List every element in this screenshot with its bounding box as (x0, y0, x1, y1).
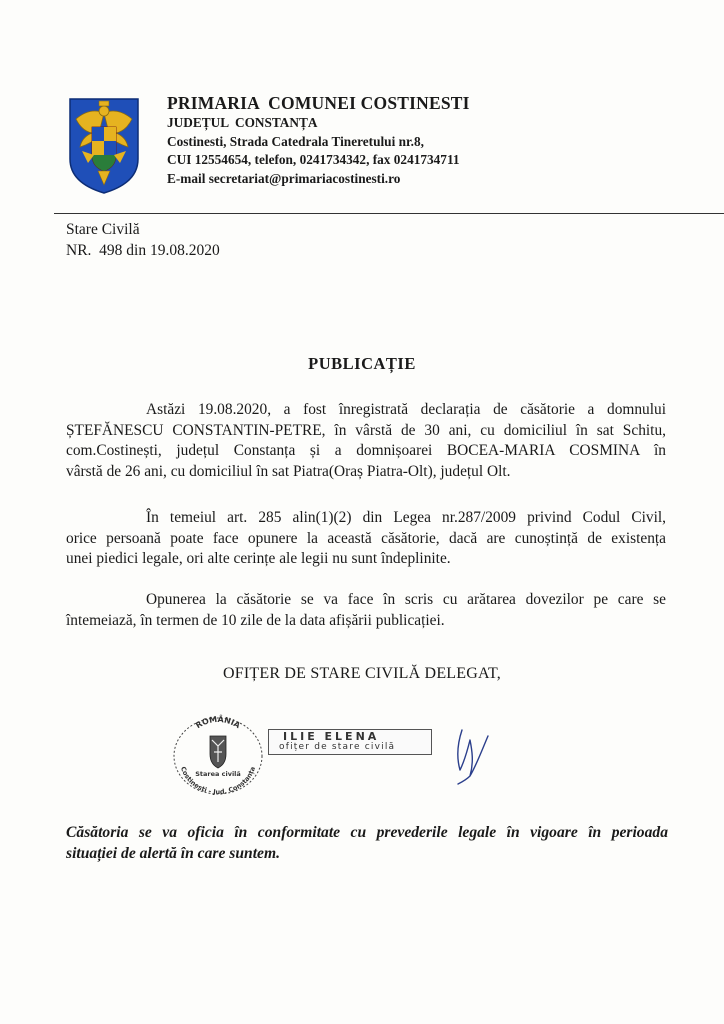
paragraph-declaration (66, 400, 666, 482)
stamp-name: ILIE ELENA (283, 730, 380, 743)
paragraph-legal-basis (66, 508, 666, 570)
paragraph-line: În temeiul art. 285 alin(1)(2) din Legea nr.287/2009 privind Codul Civil, (146, 509, 666, 526)
name-stamp (268, 729, 432, 755)
coat-of-arms-icon (68, 97, 140, 195)
contact-line: CUI 12554654, telefon, 0241734342, fax 0241734711 (167, 152, 460, 167)
paragraph-line: Opunerea la căsătorie se va face în scris cu arătarea dovezilor pe care se (146, 591, 666, 608)
paragraph-line: orice persoană poate face opunere la această căsătorie, dacă are cunoștință de existența (66, 529, 666, 547)
paragraph-line: vârstă de 26 ani, cu domiciliul în sat Piatra(Oraș Piatra-Olt), județul Olt. (66, 462, 511, 480)
svg-text:ROMÂNIA (194, 714, 242, 731)
signer-title: OFIȚER DE STARE CIVILĂ DELEGAT, (223, 665, 501, 682)
paragraph-line: ȘTEFĂNESCU CONSTANTIN-PETRE, în vârstă de 30 ani, cu domiciliul în sat Schitu, (66, 421, 666, 439)
registry-department: Stare Civilă (66, 221, 140, 238)
seal-bottom-text: Costinești - Jud. Constanța (178, 765, 258, 796)
header-divider (54, 213, 724, 214)
county-name: JUDEȚUL CONSTANȚA (167, 115, 318, 130)
seal-middle-text: Starea civilă (195, 770, 241, 778)
address-line: Costinesti, Strada Catedrala Tineretului nr.8, (167, 133, 424, 149)
handwritten-signature-icon (448, 726, 492, 786)
document-title: PUBLICAȚIE (308, 354, 416, 373)
email-line: E-mail secretariat@primariacostinesti.ro (167, 170, 401, 186)
round-seal-icon (170, 714, 266, 796)
footer-note (66, 823, 668, 864)
paragraph-line: Astăzi 19.08.2020, a fost înregistrată declarația de căsătorie a domnului (146, 401, 666, 418)
registry-block (66, 219, 220, 261)
institution-header (167, 92, 470, 188)
footer-note-line: Căsătoria se va oficia în conformitate cu prevederile legale în vigoare în perioada (66, 824, 668, 841)
paragraph-opposition (66, 590, 666, 631)
paragraph-line: com.Costinești, județul Constanța și a domnișoarei BOCEA-MARIA COSMINA în (66, 442, 666, 459)
paragraph-line: unei piedici legale, ori alte cerințe ale legii nu sunt îndeplinite. (66, 550, 451, 567)
registry-number: NR. 498 din 19.08.2020 (66, 242, 220, 259)
footer-note-line: situației de alertă în care suntem. (66, 844, 280, 862)
seal-top-text: ROMÂNIA (194, 714, 242, 731)
paragraph-line: întemeiază, în termen de 10 zile de la data afișării publicației. (66, 611, 445, 629)
institution-name: PRIMARIA COMUNEI COSTINESTI (167, 93, 470, 113)
stamp-role: ofițer de stare civilă (279, 742, 396, 752)
